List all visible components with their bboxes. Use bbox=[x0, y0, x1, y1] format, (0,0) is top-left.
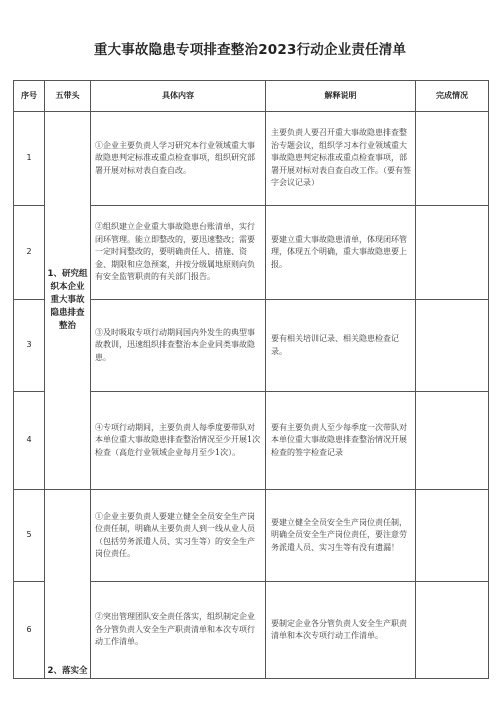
header-content: 具体内容 bbox=[91, 81, 266, 112]
header-row bbox=[14, 81, 489, 112]
table-row bbox=[14, 490, 489, 582]
row-status bbox=[416, 392, 489, 490]
row-content: ③及时吸取专项行动期间国内外发生的典型事故教训，迅速组织排查整治本企业同类事故隐患。 bbox=[91, 300, 266, 392]
row-seq: 4 bbox=[14, 392, 45, 490]
row-seq: 6 bbox=[14, 582, 45, 679]
row-content: ①企业主要负责人要建立健全全员安全生产岗位责任制，明确从主要负责人到一线从业人员（包括劳务派遣人员、实习生等）的安全生产岗位责任。 bbox=[91, 490, 266, 582]
row-note: 要有相关培训记录、相关隐患检查记录。 bbox=[266, 300, 416, 392]
header-status: 完成情况 bbox=[416, 81, 489, 112]
row-status bbox=[416, 112, 489, 206]
row-seq: 5 bbox=[14, 490, 45, 582]
row-note: 要建立健全全员安全生产岗位责任制，明确全员安全生产岗位责任，要注意劳务派遣人员、实习生等有没有遗漏！ bbox=[266, 490, 416, 582]
page-title: 重大事故隐患专项排查整治2023行动企业责任清单 bbox=[93, 42, 407, 58]
row-seq: 2 bbox=[14, 206, 45, 300]
row-status bbox=[416, 206, 489, 300]
row-seq: 1 bbox=[14, 112, 45, 206]
row-status bbox=[416, 300, 489, 392]
responsibility-table bbox=[13, 80, 489, 679]
group-owner-2: 2、落实全 bbox=[45, 490, 91, 679]
row-content: ④专项行动期间，主要负责人每季度要带队对本单位重大事故隐患排查整治情况至少开展1次检查（高危行业领域企业每月至少1次）。 bbox=[91, 392, 266, 490]
group-owner-1: 1、研究组织本企业重大事故隐患排查整治 bbox=[45, 112, 91, 490]
table-row bbox=[14, 112, 489, 206]
row-seq: 3 bbox=[14, 300, 45, 392]
row-note: 主要负责人要召开重大事故隐患排查整治专题会议，组织学习本行业领域重大事故隐患判定标准或重点检查事项，部署开展对标对表自查自改工作。（要有签字会议记录） bbox=[266, 112, 416, 206]
row-note: 要制定企业各分管负责人安全生产职责清单和本次专项行动工作清单。 bbox=[266, 582, 416, 679]
row-note: 要有主要负责人至少每季度一次带队对本单位重大事故隐患排查整治情况开展检查的签字检查记录 bbox=[266, 392, 416, 490]
row-content: ②突出管理团队安全责任落实，组织制定企业各分管负责人安全生产职责清单和本次专项行动工作清单。 bbox=[91, 582, 266, 679]
row-content: ②组织建立企业重大事故隐患台账清单，实行闭环管理。能立即整改的，要迅速整改；需要一定时间整改的，要明确责任人、措施、资金、期限和应急预案，并按分级属地原则向负有安全监管职责的有关部门报告。 bbox=[91, 206, 266, 300]
header-seq: 序号 bbox=[14, 81, 45, 112]
row-status bbox=[416, 582, 489, 679]
header-owner: 五带头 bbox=[45, 81, 91, 112]
header-note: 解释说明 bbox=[266, 81, 416, 112]
row-note: 要建立重大事故隐患清单，体现闭环管理，体现五个明确，重大事故隐患要上报。 bbox=[266, 206, 416, 300]
row-status bbox=[416, 490, 489, 582]
row-content: ①企业主要负责人学习研究本行业领域重大事故隐患判定标准或重点检查事项，组织研究部署开展对标对表自查自改。 bbox=[91, 112, 266, 206]
